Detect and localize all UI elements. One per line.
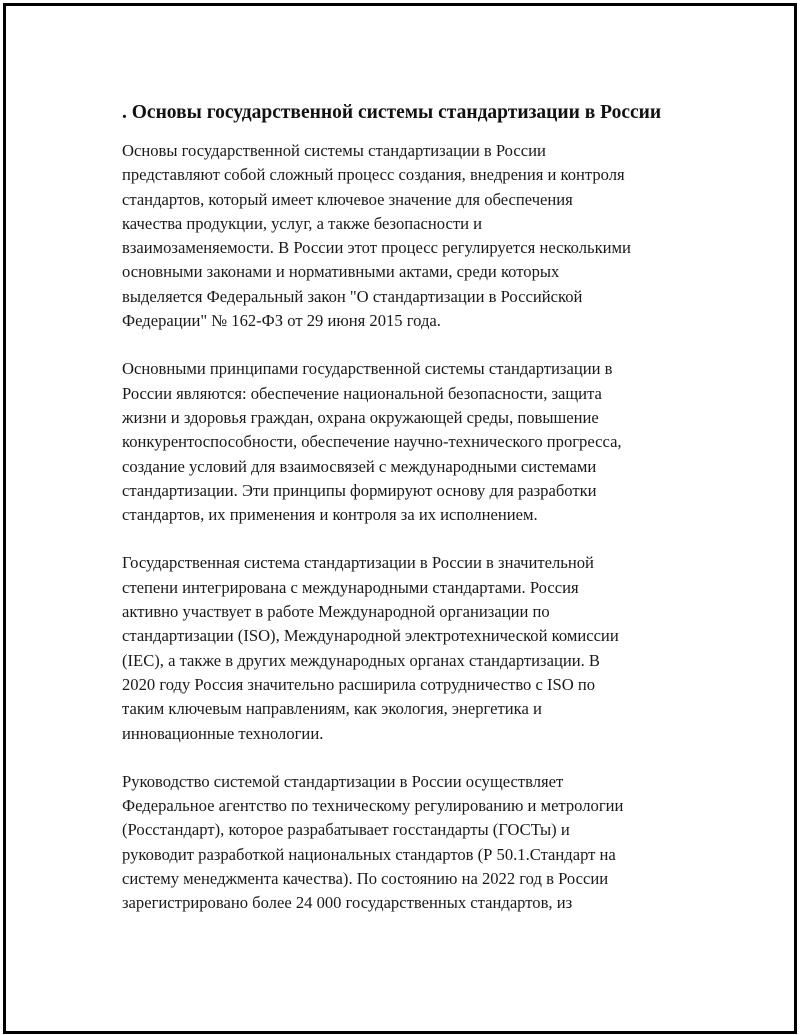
page-frame <box>3 3 797 1034</box>
paragraph-international-integration: Государственная система стандартизации в России в значительной степени интегрирована с международными стандартами. Россия активно участвует в работе Международной организации по стандартизации (ISO), Международной электротехнической комиссии (IEC), а также в других международных органах стандартизации. В 2020 году Россия значительно расширила сотрудничество с ISO по таким ключевым направлениям, как экология, энергетика и инновационные технологии. <box>122 553 619 743</box>
paragraph-rosstandart: Руководство системой стандартизации в России осуществляет Федеральное агентство по техническому регулированию и метрологии (Росстандарт), которое разрабатывает госстандарты (ГОСТы) и руководит разработкой национальных стандартов (Р 50.1.Стандарт на систему менеджмента качества). По состоянию на 2022 год в России зарегистрировано более 24 000 государственных стандартов, из <box>122 771 624 913</box>
document-body <box>122 100 712 940</box>
paragraph-principles: Основными принципами государственной системы стандартизации в России являются: обеспечение национальной безопасности, защита жизни и здоровья граждан, охрана окружающей среды, повышение конкурентоспособности, обеспечение научно-технического прогресса, создание условий для взаимосвязей с международными системами стандартизации. Эти принципы формируют основу для разработки стандартов, их применения и контроля за их исполнением. <box>122 359 622 525</box>
paragraph-legal-basis: Основы государственной системы стандартизации в России представляют собой сложный процесс создания, внедрения и контроля стандартов, который имеет ключевое значение для обеспечения качества продукции, услуг, а также безопасности и взаимозаменяемости. В России этот процесс регулируется несколькими основными законами и нормативными актами, среди которых выделяется Федеральный закон "О стандартизации в Российской Федерации" № 162-ФЗ от 29 июня 2015 года. <box>122 141 631 331</box>
document-title: . Основы государственной системы стандартизации в России <box>122 102 662 123</box>
